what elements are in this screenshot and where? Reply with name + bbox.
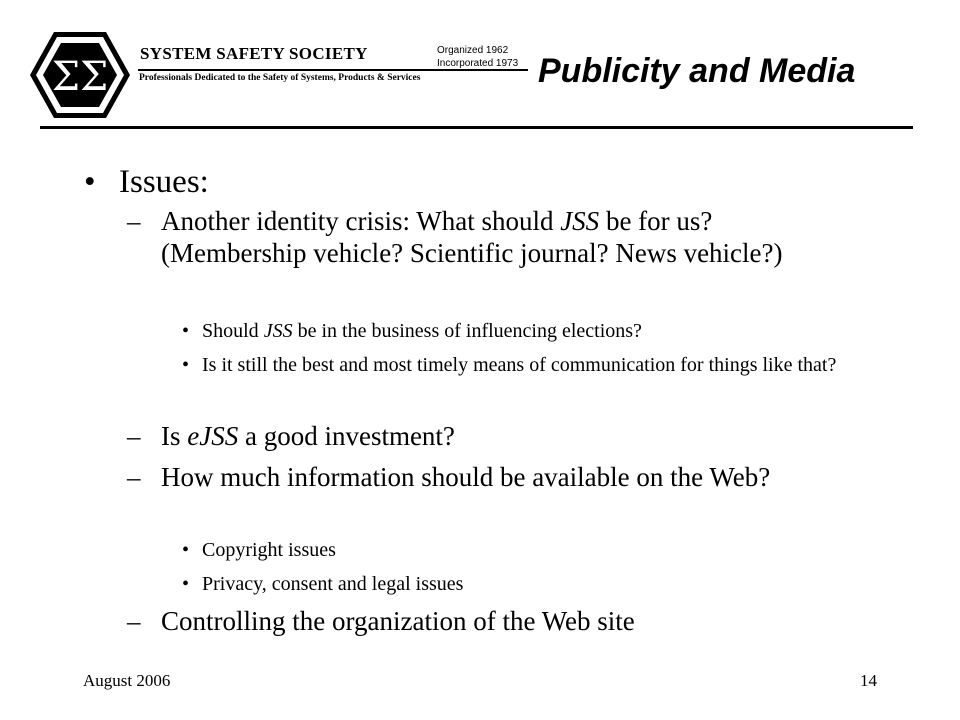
bullet-icon: • bbox=[182, 320, 190, 342]
footer-date: August 2006 bbox=[83, 671, 171, 690]
bullet-icon: • bbox=[182, 573, 190, 595]
bullet-icon: • bbox=[84, 164, 96, 200]
dash-icon: – bbox=[127, 606, 141, 636]
item-text: Controlling the organization of the Web site bbox=[161, 606, 635, 636]
bullet-icon: • bbox=[182, 354, 190, 376]
item-text: Is eJSS a good investment? bbox=[161, 421, 455, 451]
sub-item-text: Should JSS be in the business of influencing elections? bbox=[202, 320, 642, 342]
title-divider bbox=[40, 126, 913, 129]
society-logo bbox=[28, 30, 132, 120]
sub-item-text: Is it still the best and most timely means of communication for things like that? bbox=[202, 354, 837, 376]
sub-item-text: Copyright issues bbox=[202, 539, 336, 561]
org-tagline: Professionals Dedicated to the Safety of Systems, Products & Services bbox=[139, 73, 421, 83]
issues-label: Issues: bbox=[119, 164, 209, 200]
incorporated-date: Incorporated 1973 bbox=[437, 58, 519, 69]
item-text: How much information should be available on the Web? bbox=[161, 462, 771, 492]
bullet-icon: • bbox=[182, 539, 190, 561]
item-text: Another identity crisis: What should JSS be for us? (Membership vehicle? Scientific journal? News vehicle?) bbox=[161, 206, 783, 268]
dash-icon: – bbox=[127, 206, 141, 236]
sub-item-text: Privacy, consent and legal issues bbox=[202, 573, 464, 595]
organized-date: Organized 1962 bbox=[437, 45, 509, 56]
org-name: SYSTEM SAFETY SOCIETY bbox=[140, 44, 368, 63]
slide-title: Publicity and Media bbox=[538, 52, 856, 90]
page-number: 14 bbox=[860, 671, 877, 690]
dash-icon: – bbox=[127, 421, 141, 451]
dash-icon: – bbox=[127, 462, 141, 492]
logo-glyph: ΣΣ bbox=[51, 54, 109, 100]
org-underline bbox=[138, 69, 528, 71]
hexagon-sigma-icon bbox=[28, 30, 132, 120]
